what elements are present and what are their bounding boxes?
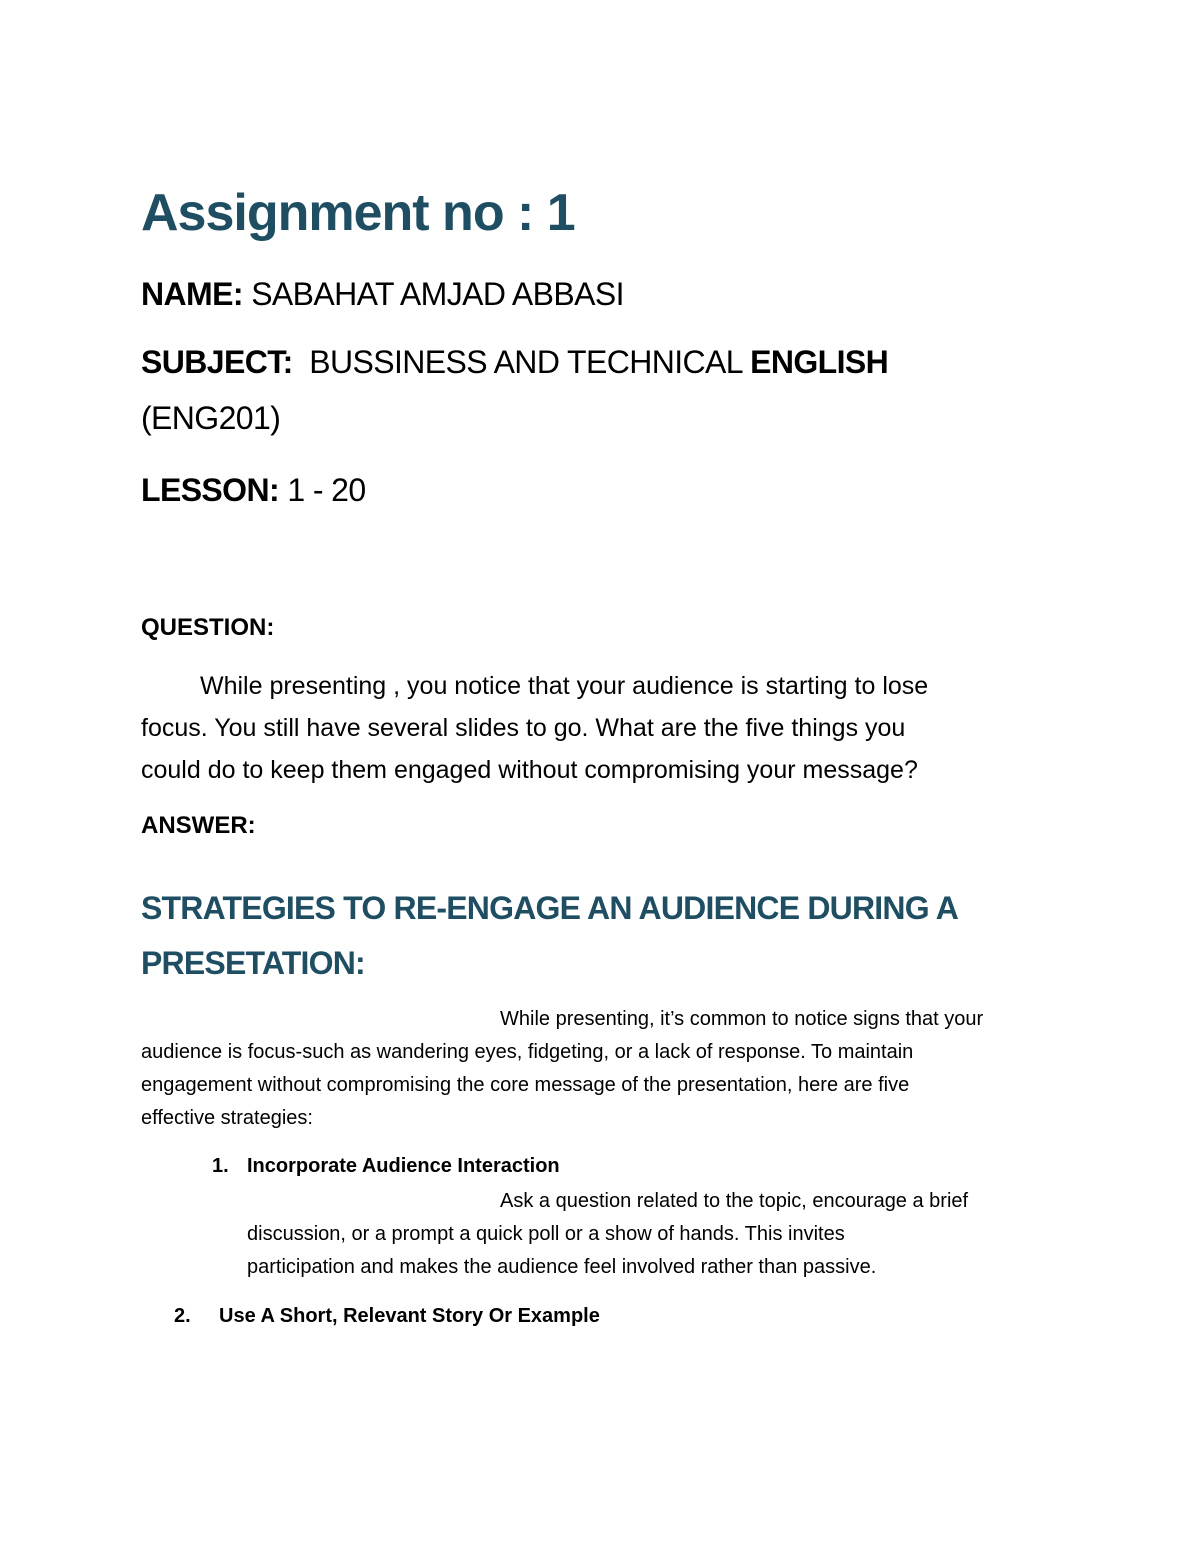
lesson-value: 1 - 20	[287, 472, 366, 508]
question-line: could do to keep them engaged without compromising your message?	[141, 756, 918, 784]
answer-label: ANSWER:	[141, 812, 256, 839]
lesson-label: LESSON:	[141, 472, 280, 508]
section-heading: STRATEGIES TO RE-ENGAGE AN AUDIENCE DURING A	[141, 890, 959, 926]
lesson-line	[141, 472, 366, 509]
name-value: SABAHAT AMJAD ABBASI	[251, 276, 624, 312]
list-item-number: 1.	[212, 1155, 229, 1177]
list-item-title: Use A Short, Relevant Story Or Example	[219, 1305, 600, 1327]
intro-line: While presenting, it’s common to notice signs that your	[500, 1008, 984, 1030]
intro-line: audience is focus-such as wandering eyes, fidgeting, or a lack of response. To maintain	[141, 1041, 914, 1063]
name-label: NAME:	[141, 276, 243, 312]
subject-value-bold: ENGLISH	[750, 344, 889, 380]
question-line: focus. You still have several slides to go. What are the five things you	[141, 714, 906, 742]
subject-code: (ENG201)	[141, 400, 281, 436]
list-item-text: participation and makes the audience feel involved rather than passive.	[247, 1256, 877, 1278]
list-item-number: 2.	[174, 1305, 191, 1327]
subject-label: SUBJECT:	[141, 344, 293, 380]
list-item-text: discussion, or a prompt a quick poll or a show of hands. This invites	[247, 1223, 845, 1245]
list-item-title: Incorporate Audience Interaction	[247, 1155, 560, 1177]
list-item-text: Ask a question related to the topic, encourage a brief	[500, 1190, 969, 1212]
intro-line: engagement without compromising the core message of the presentation, here are five	[141, 1074, 910, 1096]
subject-line	[141, 344, 888, 381]
section-heading: PRESETATION:	[141, 945, 365, 981]
assignment-title: Assignment no : 1	[141, 184, 575, 242]
intro-line: effective strategies:	[141, 1107, 313, 1129]
question-line: While presenting , you notice that your audience is starting to lose	[200, 672, 929, 700]
subject-value: BUSSINESS AND TECHNICAL	[309, 344, 742, 380]
name-line	[141, 276, 624, 313]
question-label: QUESTION:	[141, 614, 275, 641]
